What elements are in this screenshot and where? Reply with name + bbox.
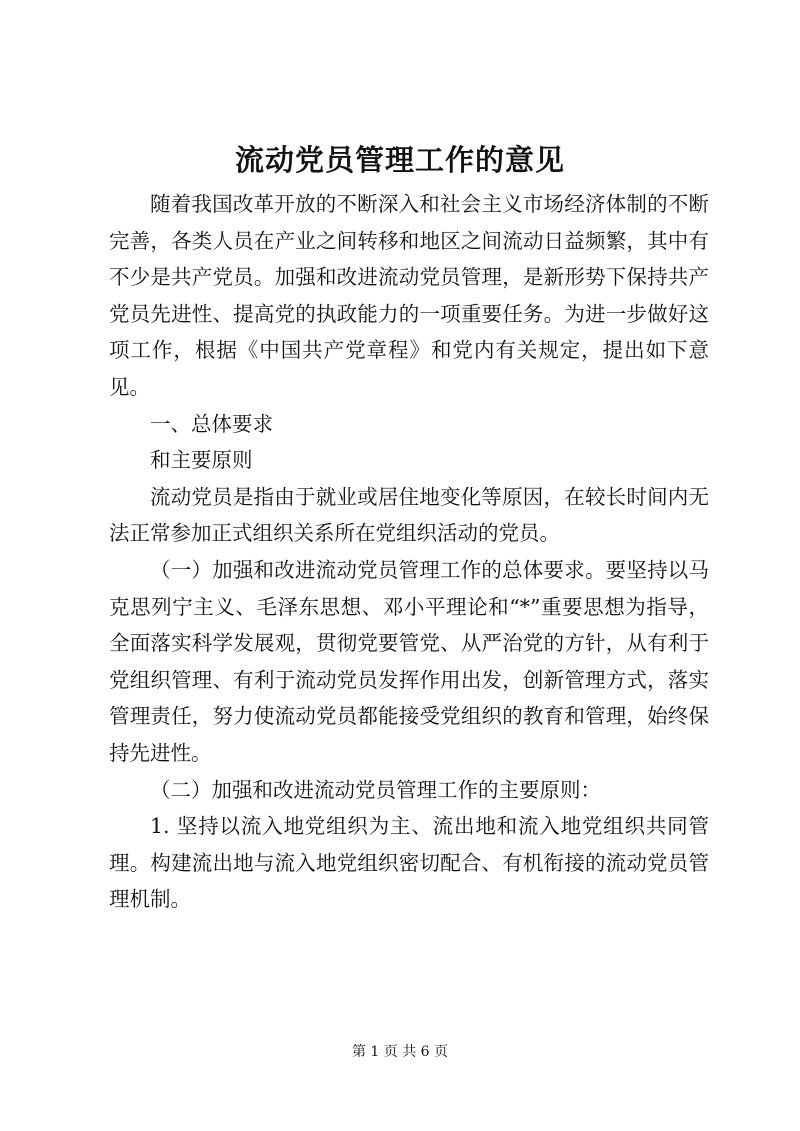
document-title: 流动党员管理工作的意见 — [234, 143, 565, 177]
section-heading-1: 一、总体要求 — [150, 411, 273, 436]
document-body — [109, 186, 709, 918]
paragraph-intro: 随着我国改革开放的不断深入和社会主义市场经济体制的不断完善，各类人员在产业之间转移和地区之间流动日益频繁，其中有不少是共产党员。加强和改进流动党员管理，是新形势下保持共产党员先进性、提高党的执政能力的一项重要任务。为进一步做好这项工作，根据《中国共产党章程》和党内有关规定，提出如下意见。 — [109, 192, 709, 399]
paragraph-overall-requirements: （一）加强和改进流动党员管理工作的总体要求。要坚持以马克思列宁主义、毛泽东思想、邓小平理论和“*”重要思想为指导，全面落实科学发展观，贯彻党要管党、从严治党的方针，从有利于党组织管理、有利于流动党员发挥作用出发，创新管理方式，落实管理责任，努力使流动党员都能接受党组织的教育和管理，始终保持先进性。 — [109, 557, 709, 765]
paragraph-definition: 流动党员是指由于就业或居住地变化等原因，在较长时间内无法正常参加正式组织关系所在党组织活动的党员。 — [109, 484, 709, 546]
section-heading-1-continued: 和主要原则 — [150, 448, 253, 473]
page-footer: 第 1 页 共 6 页 — [351, 1044, 449, 1060]
paragraph-principle-1: 1. 坚持以流入地党组织为主、流出地和流入地党组织共同管理。构建流出地与流入地党组织密切配合、有机衔接的流动党员管理机制。 — [109, 814, 709, 912]
paragraph-main-principles: （二）加强和改进流动党员管理工作的主要原则： — [150, 777, 601, 802]
